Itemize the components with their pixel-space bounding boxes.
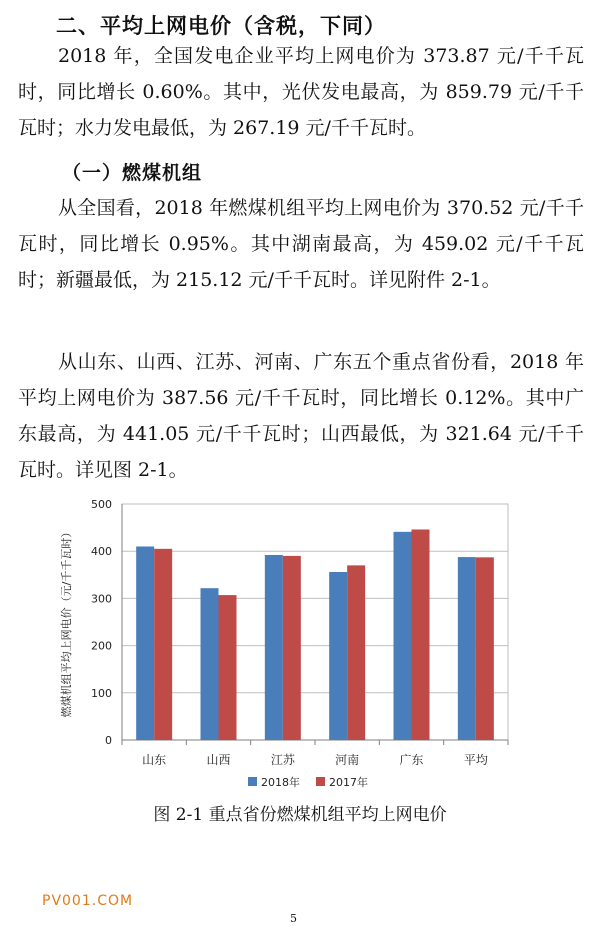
bar-series1 <box>458 557 476 740</box>
bar-series2 <box>412 529 430 740</box>
bar-chart <box>0 490 600 820</box>
y-tick-label: 0 <box>105 734 112 747</box>
bar-series2 <box>219 595 237 740</box>
legend-label: 2018年 <box>261 776 300 789</box>
bar-series1 <box>265 555 283 740</box>
figure-caption: 图 2-1 重点省份燃煤机组平均上网电价 <box>153 805 447 825</box>
y-axis-label: 燃煤机组平均上网电价（元/千千瓦时） <box>60 526 73 718</box>
bar-series2 <box>154 549 172 740</box>
y-tick-label: 300 <box>91 592 112 606</box>
x-tick-label: 河南 <box>335 753 360 767</box>
chart-svg <box>0 490 600 820</box>
x-tick-label: 山东 <box>142 753 167 767</box>
y-tick-label: 200 <box>91 639 112 653</box>
legend-swatch <box>248 777 257 786</box>
paragraph-overall-price: 2018 年，全国发电企业平均上网电价为 373.87 元/千千瓦时，同比增长 0.60%。其中，光伏发电最高，为 859.79 元/千千瓦时；水力发电最低，为 267.19 元/千千瓦时。 <box>18 45 584 139</box>
bar-series2 <box>476 557 494 740</box>
bar-series1 <box>201 588 219 740</box>
paragraph-key-provinces: 从山东、山西、江苏、河南、广东五个重点省份看，2018 年平均上网电价为 387.56 元/千千瓦时，同比增长 0.12%。其中广东最高，为 441.05 元/千千瓦时；山西最低，为 321.64 元/千千瓦时。详见图 2-1。 <box>18 351 584 481</box>
y-tick-label: 500 <box>91 498 112 511</box>
bar-series1 <box>136 546 154 740</box>
section-title: 二、平均上网电价（含税，下同） <box>56 14 386 38</box>
legend-swatch <box>316 777 325 786</box>
y-tick-label: 100 <box>91 686 112 700</box>
paragraph-national-coal: 从全国看，2018 年燃煤机组平均上网电价为 370.52 元/千千瓦时，同比增长 0.95%。其中湖南最高，为 459.02 元/千千瓦时；新疆最低，为 215.12 元/千千瓦时。详见附件 2-1。 <box>18 197 584 291</box>
x-tick-label: 江苏 <box>270 753 295 767</box>
legend-label: 2017年 <box>329 776 368 789</box>
subsection-title: （一）燃煤机组 <box>62 162 203 184</box>
bar-series1 <box>329 572 347 740</box>
page-number: 5 <box>290 912 297 925</box>
x-tick-label: 广东 <box>399 753 424 767</box>
plot-area <box>122 504 508 740</box>
y-tick-label: 400 <box>91 545 112 559</box>
bar-series1 <box>394 532 412 740</box>
x-tick-label: 平均 <box>463 753 488 767</box>
bar-series2 <box>283 556 301 740</box>
watermark: PV001.COM <box>42 893 134 909</box>
x-tick-label: 山西 <box>206 753 231 767</box>
bar-series2 <box>347 565 365 740</box>
